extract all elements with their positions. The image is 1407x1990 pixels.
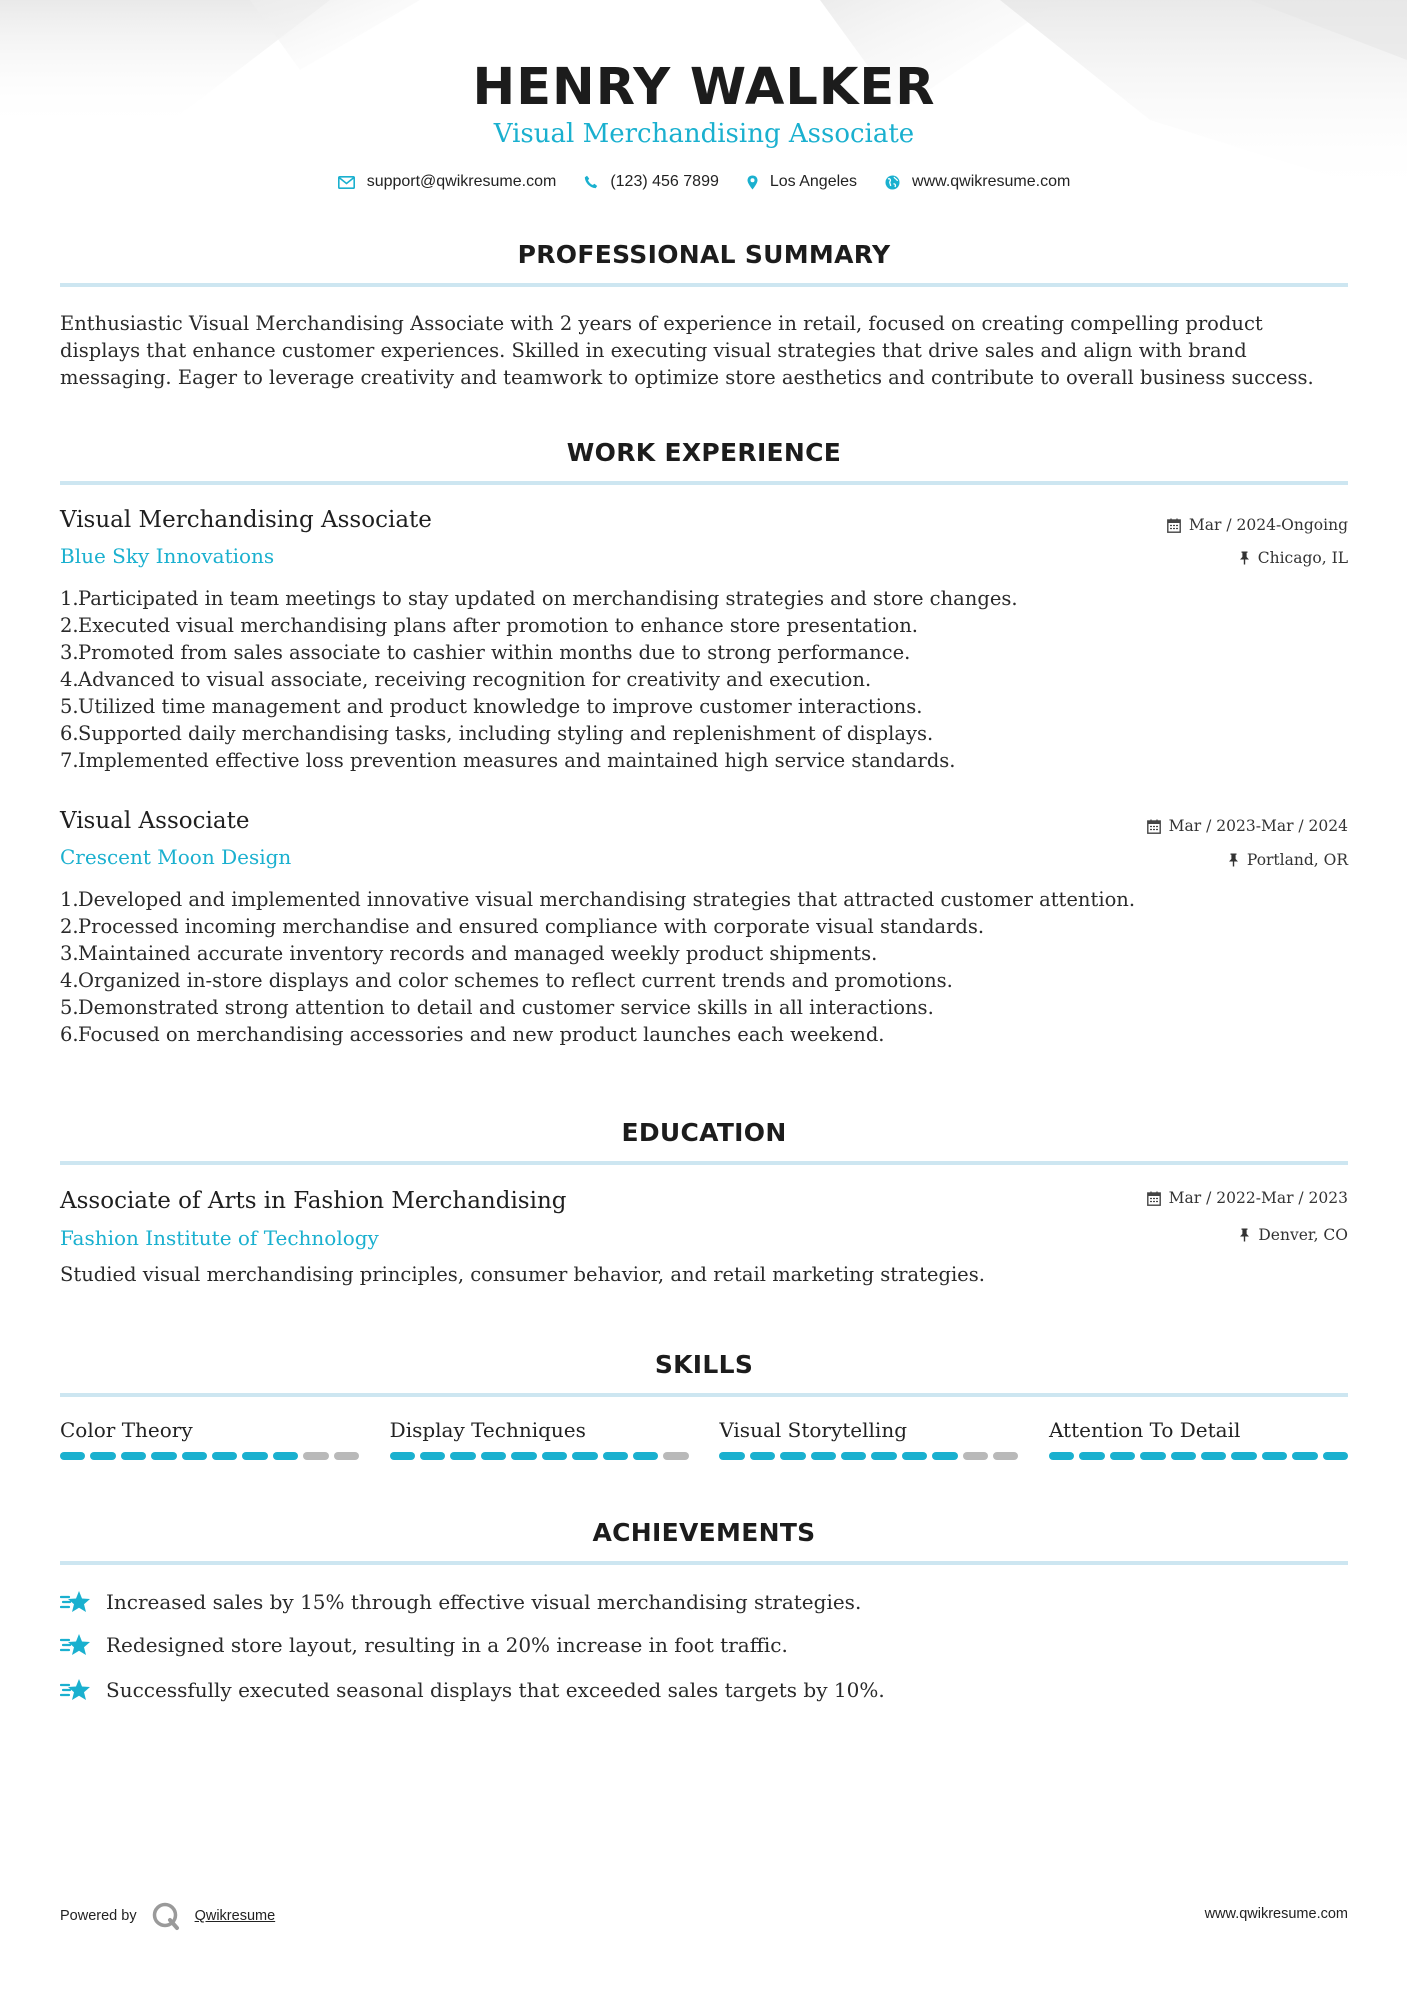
list-item: 4. Advanced to visual associate, receiving recognition for creativity and execution. [60,668,872,691]
skill-segment-filled [1201,1452,1226,1460]
list-item: 3. Maintained accurate inventory records and managed weekly product shipments. [60,942,878,965]
list-item: 5. Demonstrated strong attention to detail and customer service skills in all interactions. [60,996,934,1019]
list-item: 7. Implemented effective loss prevention measures and maintained high service standards. [60,749,956,772]
contact-phone-text: (123) 456 7899 [610,173,719,190]
contact-website[interactable] [885,173,1070,191]
achievement-text: Successfully executed seasonal displays that exceeded sales targets by 10%. [106,1678,885,1702]
skill-rating-bar [719,1452,1018,1460]
shooting-star-icon [60,1632,106,1658]
list-item: 6. Focused on merchandising accessories and new product launches each weekend. [60,1023,885,1046]
skill-segment-filled [841,1452,866,1460]
calendar-icon [1147,1191,1161,1206]
skill-segment-filled [1079,1452,1104,1460]
achievements-divider [60,1561,1348,1565]
contact-email-text: support@qwikresume.com [366,173,557,190]
skill-rating-bar [1049,1452,1348,1460]
summary-text: Enthusiastic Visual Merchandising Associate with 2 years of experience in retail, focused on creating compelling product displays that enhance customer experiences. Skilled in executing visual strategies that drive sales and align with brand messaging. Eager to leverage creativity and teamwork to optimize store aesthetics and contribute to overall business success. [60,312,1314,389]
job-dates-text: Mar / 2023-Mar / 2024 [1168,817,1348,835]
education-dates-text: Mar / 2022-Mar / 2023 [1168,1189,1348,1207]
pushpin-icon [1228,853,1239,867]
map-pin-icon [747,175,758,190]
calendar-icon [1167,518,1181,533]
skill-segment-filled [212,1452,237,1460]
school-name: Fashion Institute of Technology [60,1226,379,1250]
skill-segment-filled [1262,1452,1287,1460]
skill-segment-filled [242,1452,267,1460]
skill-segment-filled [932,1452,957,1460]
skill-name: Display Techniques [389,1418,586,1442]
skill-segment-filled [1110,1452,1135,1460]
skill-segment-filled [511,1452,536,1460]
skill-name: Color Theory [60,1418,193,1442]
skill-segment-filled [273,1452,298,1460]
list-item: 4. Organized in-store displays and color schemes to reflect current trends and promotions. [60,969,953,992]
skill-segment-filled [1049,1452,1074,1460]
qwikresume-link[interactable]: Qwikresume [194,1908,276,1924]
job-location-text: Portland, OR [1246,851,1348,869]
skill-segment-empty [993,1452,1018,1460]
skill-segment-filled [603,1452,628,1460]
skill-segment-filled [182,1452,207,1460]
shooting-star-icon [60,1677,106,1703]
skill-segment-empty [303,1452,328,1460]
summary-heading: PROFESSIONAL SUMMARY [517,240,891,269]
education-dates [1147,1189,1348,1207]
skill-segment-filled [750,1452,775,1460]
list-item: 2. Executed visual merchandising plans after promotion to enhance store presentation. [60,614,919,637]
skills-divider [60,1393,1348,1397]
skill-item [1049,1418,1348,1460]
job-bullets [60,585,1348,774]
job-location [1239,549,1348,567]
education-location-text: Denver, CO [1258,1226,1348,1244]
job-dates [1167,516,1348,534]
skill-segment-filled [902,1452,927,1460]
skill-segment-filled [542,1452,567,1460]
list-item: 1. Participated in team meetings to stay updated on merchandising strategies and store changes. [60,587,1018,610]
job-company: Crescent Moon Design [60,845,292,869]
globe-icon [885,175,900,190]
list-item: 3. Promoted from sales associate to cashier within months due to strong performance. [60,641,911,664]
skill-segment-filled [719,1452,744,1460]
powered-by-label: Powered by [60,1908,137,1924]
job-bullets [60,886,1348,1048]
job-dates [1147,817,1348,835]
envelope-icon [338,176,355,189]
education-divider [60,1161,1348,1165]
pushpin-icon [1239,1228,1250,1242]
job-title: Visual Merchandising Associate [60,507,432,533]
job-title: Visual Associate [60,808,250,834]
education-heading: EDUCATION [621,1118,787,1147]
skill-segment-filled [1140,1452,1165,1460]
skill-segment-filled [811,1452,836,1460]
contact-location-text: Los Angeles [769,173,858,190]
skill-segment-filled [1292,1452,1317,1460]
experience-heading: WORK EXPERIENCE [566,438,842,467]
education-description: Studied visual merchandising principles, consumer behavior, and retail marketing strategies. [60,1263,985,1286]
achievement-item [60,1677,885,1703]
job-location [1228,851,1348,869]
degree-title: Associate of Arts in Fashion Merchandising [60,1188,567,1214]
contact-phone[interactable] [584,173,719,191]
skill-segment-filled [121,1452,146,1460]
skill-segment-filled [90,1452,115,1460]
list-item: 6. Supported daily merchandising tasks, including styling and replenishment of displays. [60,722,934,745]
contact-email[interactable] [338,173,557,191]
achievement-text: Redesigned store layout, resulting in a 20% increase in foot traffic. [106,1633,788,1657]
skill-item [390,1418,689,1460]
phone-icon [584,175,598,189]
list-item: 5. Utilized time management and product knowledge to improve customer interactions. [60,695,923,718]
skill-segment-filled [420,1452,445,1460]
skill-segment-filled [450,1452,475,1460]
skill-segment-filled [1171,1452,1196,1460]
skill-name: Visual Storytelling [719,1418,908,1442]
skill-item [60,1418,359,1460]
contact-website-text: www.qwikresume.com [912,173,1071,190]
job-dates-text: Mar / 2024-Ongoing [1188,516,1348,534]
summary-divider [60,283,1348,287]
achievement-item [60,1632,788,1658]
skill-segment-filled [481,1452,506,1460]
achievement-item [60,1589,861,1615]
skills-heading: SKILLS [654,1350,754,1379]
skill-segment-filled [572,1452,597,1460]
footer-url[interactable]: www.qwikresume.com [1204,1906,1348,1922]
experience-divider [60,481,1348,485]
calendar-icon [1147,819,1161,834]
skill-segment-filled [1231,1452,1256,1460]
skill-rating-bar [390,1452,689,1460]
contact-location [747,173,857,191]
footer-powered-by [60,1901,275,1931]
skill-segment-filled [633,1452,658,1460]
candidate-name: HENRY WALKER [472,58,936,117]
skill-segment-filled [780,1452,805,1460]
skill-segment-filled [871,1452,896,1460]
candidate-title: Visual Merchandising Associate [493,119,915,149]
skill-item [719,1418,1018,1460]
list-item: 2. Processed incoming merchandise and ensured compliance with corporate visual standards. [60,915,985,938]
job-location-text: Chicago, IL [1257,549,1348,567]
skill-segment-filled [151,1452,176,1460]
skill-segment-empty [663,1452,688,1460]
skill-segment-filled [390,1452,415,1460]
skill-segment-empty [334,1452,359,1460]
skill-rating-bar [60,1452,359,1460]
contact-bar [60,173,1348,191]
skill-segment-empty [963,1452,988,1460]
pushpin-icon [1239,551,1250,565]
skill-segment-filled [60,1452,85,1460]
skill-segment-filled [1323,1452,1348,1460]
achievements-heading: ACHIEVEMENTS [592,1518,816,1547]
skill-name: Attention To Detail [1048,1418,1241,1442]
job-company: Blue Sky Innovations [60,544,275,568]
shooting-star-icon [60,1589,106,1615]
achievement-text: Increased sales by 15% through effective visual merchandising strategies. [106,1590,862,1614]
qwikresume-logo-icon [151,1901,181,1931]
list-item: 1. Developed and implemented innovative visual merchandising strategies that attracted customer attention. [60,888,1136,911]
skills-list [60,1418,1348,1460]
education-location [1239,1226,1348,1244]
